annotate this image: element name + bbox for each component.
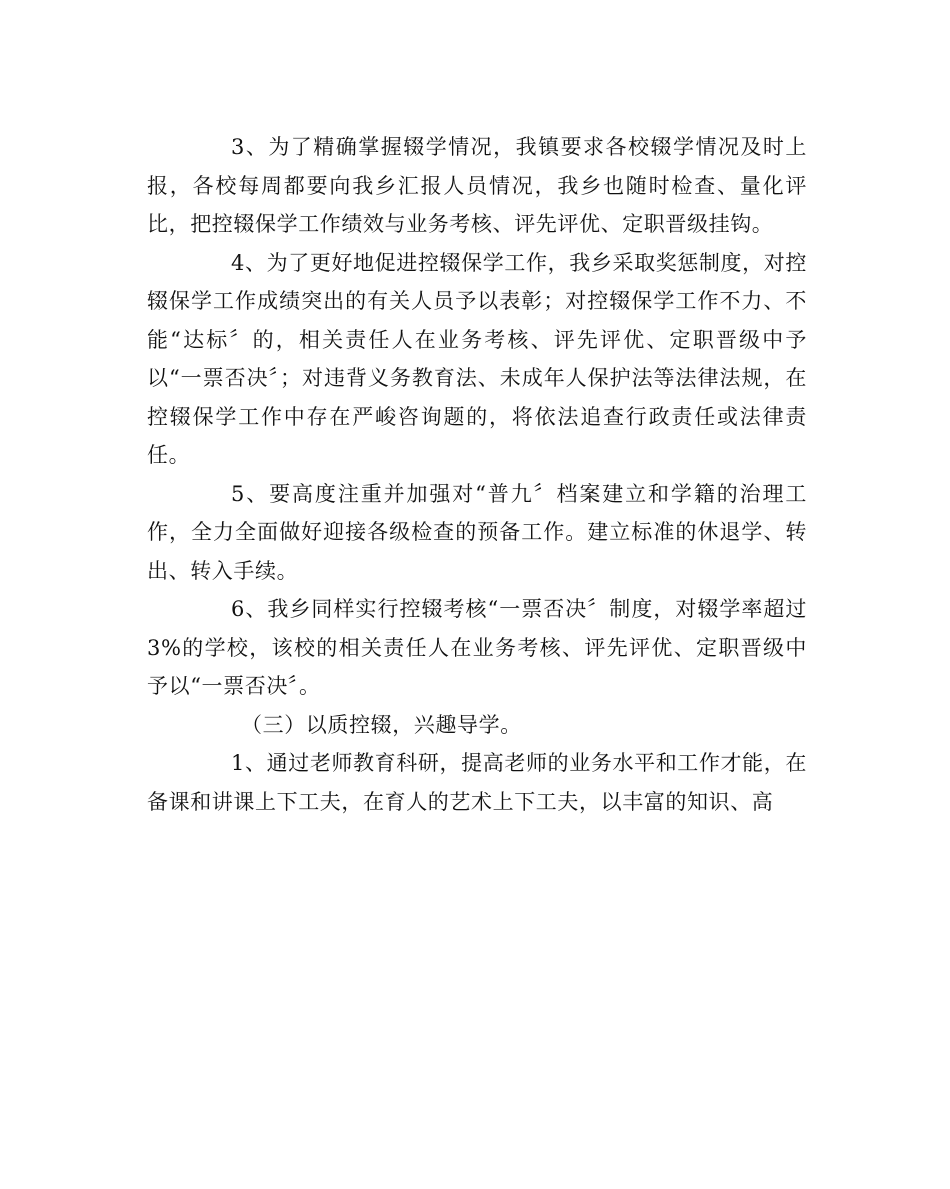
paragraph-item-5: 5、要高度注重并加强对“普九〞档案建立和学籍的治理工作，全力全面做好迎接各级检查的预备工作。建立标准的休退学、转出、转入手续。 [147, 481, 807, 583]
paragraph-item-4: 4、为了更好地促进控辍保学工作，我乡采取奖惩制度，对控辍保学工作成绩突出的有关人员予以表彰；对控辍保学工作不力、不能“达标〞的，相关责任人在业务考核、评先评优、定职晋级中予以“一票否决〞；对违背义务教育法、未成年人保护法等法律法规，在控辍保学工作中存在严峻咨询题的，将依法追查行政责任或法律责任。 [147, 250, 807, 467]
paragraph-item-1: 1、通过老师教育科研，提高老师的业务水平和工作才能，在备课和讲课上下工夫，在育人的艺术上下工夫，以丰富的知识、高 [147, 751, 807, 814]
paragraph-item-3: 3、为了精确掌握辍学情况，我镇要求各校辍学情况及时上报，各校每周都要向我乡汇报人员情况，我乡也随时检查、量化评比，把控辍保学工作绩效与业务考核、评先评优、定职晋级挂钩。 [147, 135, 807, 236]
paragraph-item-6: 6、我乡同样实行控辍考核“一票否决〞制度，对辍学率超过3%的学校，该校的相关责任人在业务考核、评先评优、定职晋级中予以“一票否决〞。 [147, 597, 807, 698]
document-body [147, 128, 807, 821]
section-heading: （三）以质控辍，兴趣导学。 [241, 712, 522, 737]
